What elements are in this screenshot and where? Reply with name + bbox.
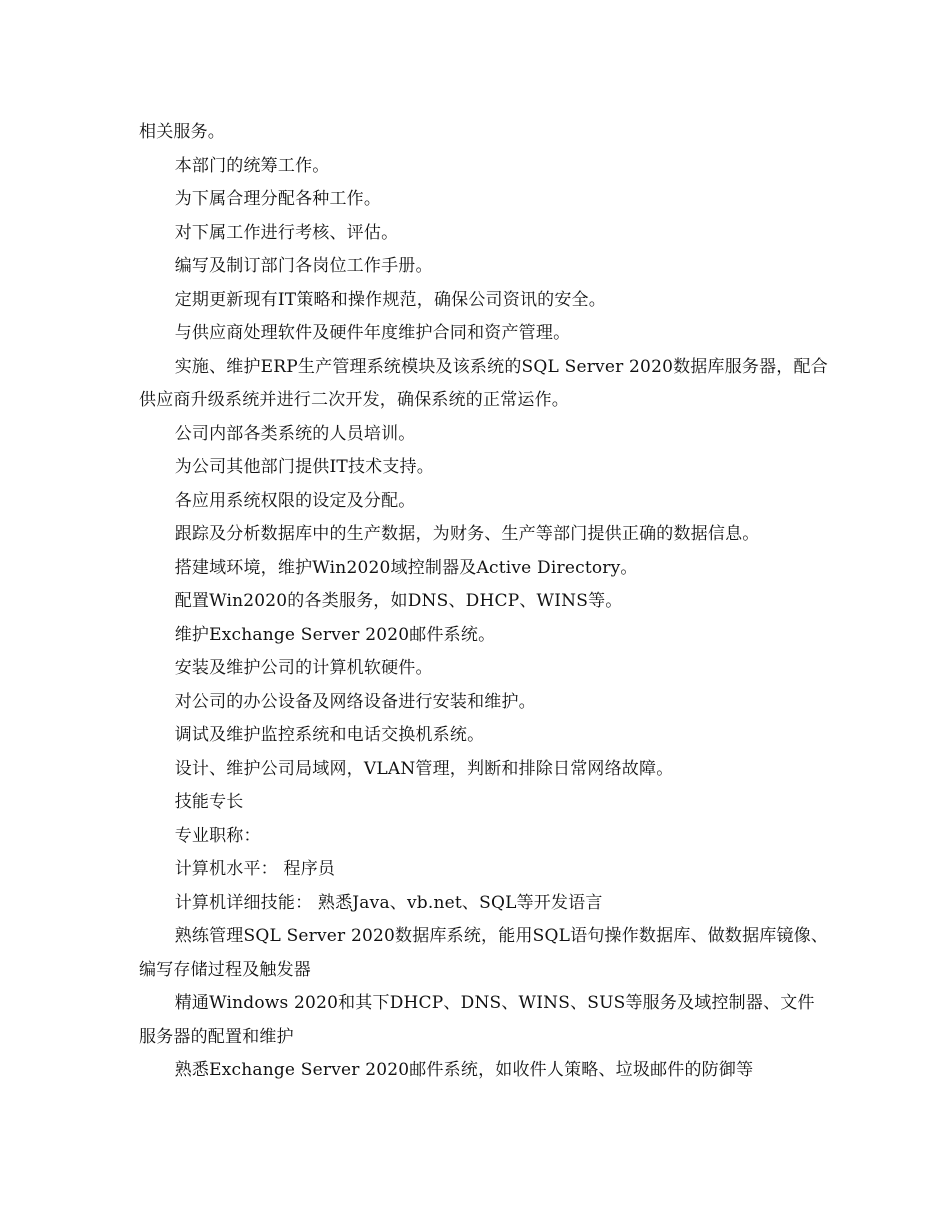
paragraph: 对公司的办公设备及网络设备进行安装和维护。: [174, 691, 536, 712]
paragraph: 实施、维护ERP生产管理系统模块及该系统的SQL Server 2020数据库服务器，配合供应商升级系统并进行二次开发，确保系统的正常运作。: [139, 356, 828, 410]
paragraph: 与供应商处理软件及硬件年度维护合同和资产管理。: [174, 323, 571, 343]
paragraph: 搭建域环境，维护Win2020域控制器及Active Directory。: [174, 557, 638, 578]
paragraph: 设计、维护公司局域网，VLAN管理，判断和排除日常网络故障。: [174, 758, 674, 779]
paragraph: 安装及维护公司的计算机软硬件。: [174, 658, 433, 678]
paragraph: 定期更新现有IT策略和操作规范，确保公司资讯的安全。: [174, 289, 606, 310]
paragraph: 公司内部各类系统的人员培训。: [174, 423, 416, 444]
paragraph: 调试及维护监控系统和电话交换机系统。: [174, 725, 485, 745]
paragraph: 为下属合理分配各种工作。: [174, 189, 382, 209]
document-body: [139, 116, 829, 1088]
paragraph: 计算机水平： 程序员: [174, 859, 336, 879]
paragraph: 为公司其他部门提供IT技术支持。: [174, 457, 434, 477]
paragraph: 专业职称：: [174, 825, 261, 846]
paragraph: 计算机详细技能： 熟悉Java、vb.net、SQL等开发语言: [174, 892, 603, 913]
paragraph: 熟练管理SQL Server 2020数据库系统，能用SQL语句操作数据库、做数据库镜像、编写存储过程及触发器: [139, 926, 829, 980]
paragraph: 相关服务。: [139, 122, 225, 142]
paragraph: 配置Win2020的各类服务，如DNS、DHCP、WINS等。: [174, 591, 623, 611]
paragraph: 对下属工作进行考核、评估。: [174, 222, 399, 243]
section-heading: 技能专长: [174, 792, 244, 812]
paragraph: 各应用系统权限的设定及分配。: [174, 490, 416, 511]
paragraph: 编写及制订部门各岗位工作手册。: [174, 256, 433, 276]
paragraph: 精通Windows 2020和其下DHCP、DNS、WINS、SUS等服务及域控制器、文件服务器的配置和维护: [139, 993, 815, 1047]
paragraph: 本部门的统筹工作。: [174, 155, 330, 176]
paragraph: 熟悉Exchange Server 2020邮件系统，如收件人策略、垃圾邮件的防御等: [174, 1060, 754, 1080]
paragraph: 维护Exchange Server 2020邮件系统。: [174, 624, 496, 645]
paragraph: 跟踪及分析数据库中的生产数据，为财务、生产等部门提供正确的数据信息。: [174, 524, 760, 544]
